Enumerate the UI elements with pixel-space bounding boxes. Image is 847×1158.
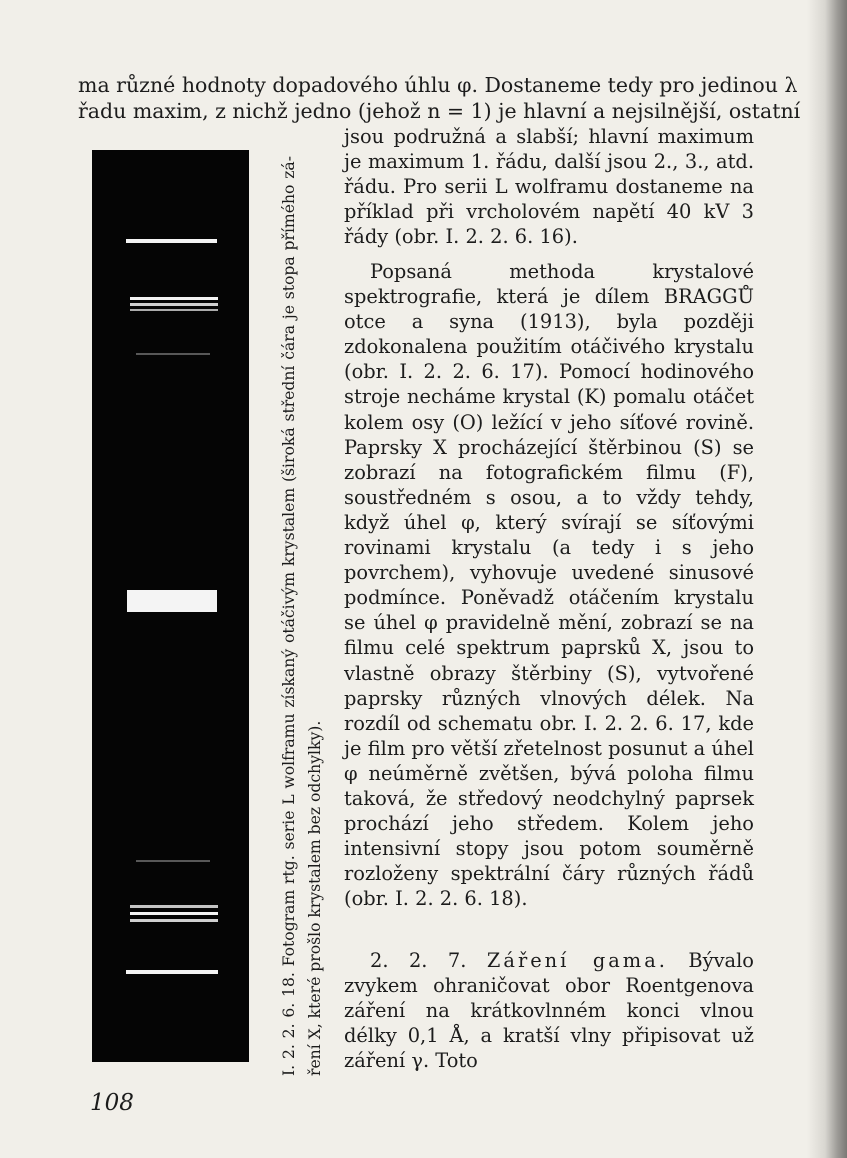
text-column-part-2: [344, 259, 754, 911]
spectral-line: [130, 919, 218, 922]
spectral-line: [136, 860, 210, 862]
spectral-line: [136, 353, 210, 355]
paragraph-1: jsou podružná a slabší; hlavní maximum je maximum 1. řádu, další jsou 2., 3., atd. řádu. Pro serii L wolframu dostaneme na příklad při vrcholovém napětí 40 kV 3 řády (obr. I. 2. 2. 6. 16).: [344, 125, 754, 249]
spectral-line: [130, 912, 218, 915]
paragraph-3: [344, 948, 754, 1073]
caption-line-2: ření X, které prošlo krystalem bez odchylky).: [306, 720, 324, 1076]
page-number: 108: [90, 1090, 134, 1116]
top-line-2: řadu maxim, z nichž jedno (jehož n = 1) je hlavní a nejsilnější, ostatní: [78, 99, 801, 123]
section-body: Bývalo zvykem ohraničovat obor Roentgenova záření na krátkovlnném konci vlnou délky 0,1 Å, a kratší vlny připisovat už záření γ. Toto: [344, 949, 754, 1073]
caption-line-1: I. 2. 2. 6. 18. Fotogram rtg. serie L wolframu získaný otáčivým krystalem (široká střední čára je stopa přímého zá-: [280, 156, 298, 1076]
text-column-part-3: [344, 948, 754, 1073]
x-ray-film-photograph: [92, 150, 249, 1062]
spectral-line: [130, 309, 218, 311]
top-line-1: ma různé hodnoty dopadového úhlu φ. Dostaneme tedy pro jedinou λ: [78, 73, 798, 97]
section-title: Záření gama.: [486, 949, 668, 972]
section-number: 2. 2. 7.: [370, 949, 467, 972]
spectral-line: [130, 905, 218, 908]
paragraph-2: Popsaná methoda krystalové spektrografie, která je dílem BRAGGŮ otce a syna (1913), byla později zdokonalena použitím otáčivého krystalu (obr. I. 2. 2. 6. 17). Pomocí hodinového stroje necháme krystal (K) pomalu otáčet kolem osy (O) ležící v jeho síťové rovině. Paprsky X procházející štěrbinou (S) se zobrazí na fotografickém filmu (F), soustředném s osou, a to vždy tehdy, když úhel φ, který svírají se síťovými rovinami krystalu (a tedy i s jeho povrchem), vyhovuje uvedené sinusové podmínce. Poněvadž otáčením krystalu se úhel φ pravidelně mění, zobrazí se na filmu celé spektrum paprsků X, jsou to vlastně obrazy štěrbiny (S), vytvořené paprsky různých vlnových délek. Na rozdíl od schematu obr. I. 2. 2. 6. 17, kde je film pro větší zřetelnost posunut a úhel φ neúměrně zvětšen, bývá poloha filmu taková, že středový neodchylný paprsek prochází jeho středem. Kolem jeho intensivní stopy jsou potom souměrně rozloženy spektrální čáry různých řádů (obr. I. 2. 2. 6. 18).: [344, 260, 754, 911]
text-column-part-1: [344, 124, 754, 249]
page-edge-shadow: [807, 0, 847, 1158]
spectral-line: [130, 303, 218, 306]
central-direct-beam-line: [127, 590, 217, 612]
spectral-line: [126, 239, 217, 243]
spectral-line: [126, 970, 218, 974]
figure-caption: [276, 156, 336, 1076]
spectral-line: [130, 297, 218, 300]
